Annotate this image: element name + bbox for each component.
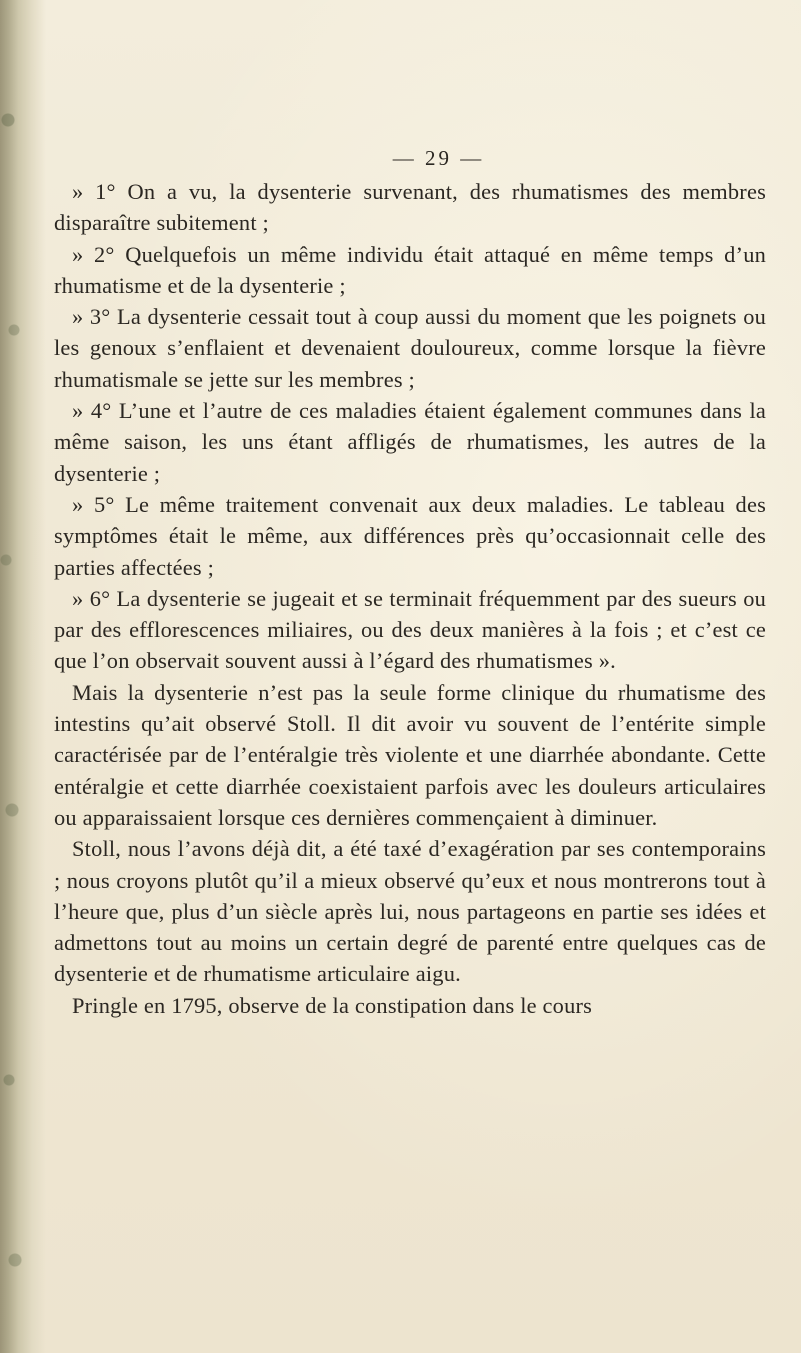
paper-stains (0, 0, 30, 1353)
paragraph-pringle: Pringle en 1795, observe de la constipation dans le cours (72, 992, 593, 1018)
paragraph-stoll-exaggeration: Stoll, nous l’avons déjà dit, a été taxé d’exagération par ses contemporains ; nous croyons plutôt qu’il a mieux observé qu’eux et nous montrerons tout à l’heure que, plus d’un siècle après lui, nous partageons en partie ses idées et admettons tout au moins un certain degré de parenté entre quelques cas de dysenterie et de rhumatisme articulaire aigu. (54, 836, 766, 987)
paragraph-point-3: » 3° La dysenterie cessait tout à coup aussi du moment que les poignets ou les genoux s’enflaient et devenaient douloureux, comme lorsque la fièvre rhumatismale se jette sur les membres ; (54, 304, 766, 392)
paragraph-point-2: » 2° Quelquefois un même individu était attaqué en même temps d’un rhumatisme et de la dysenterie ; (54, 241, 766, 298)
paragraph-stoll-enteritis: Mais la dysenterie n’est pas la seule forme clinique du rhumatisme des intestins qu’ait observé Stoll. Il dit avoir vu souvent de l’entérite simple caractérisée par de l’entéralgie très violente et une diarrhée abondante. Cette entéralgie et cette diarrhée coexistaient parfois avec les douleurs articulaires ou apparaissaient lorsque ces dernières commençaient à diminuer. (54, 679, 766, 830)
paragraph-point-5: » 5° Le même traitement convenait aux deux maladies. Le tableau des symptômes était le même, aux différences près qu’occasionnait celle des parties affectées ; (54, 491, 766, 580)
paragraph-point-1: » 1° On a vu, la dysenterie survenant, des rhumatismes des membres disparaître subitement ; (54, 179, 766, 236)
page-number: — 29 — (392, 146, 485, 170)
paragraph-point-4: » 4° L’une et l’autre de ces maladies étaient également communes dans la même saison, les uns étant affligés de rhumatismes, les autres de la dysenterie ; (54, 398, 766, 486)
text-body (54, 176, 766, 1021)
paragraph-point-6: » 6° La dysenterie se jugeait et se terminait fréquemment par des sueurs ou par des efflorescences miliaires, ou des deux manières à la fois ; et c’est ce que l’on observait souvent aussi à l’égard des rhumatismes ». (54, 585, 766, 674)
